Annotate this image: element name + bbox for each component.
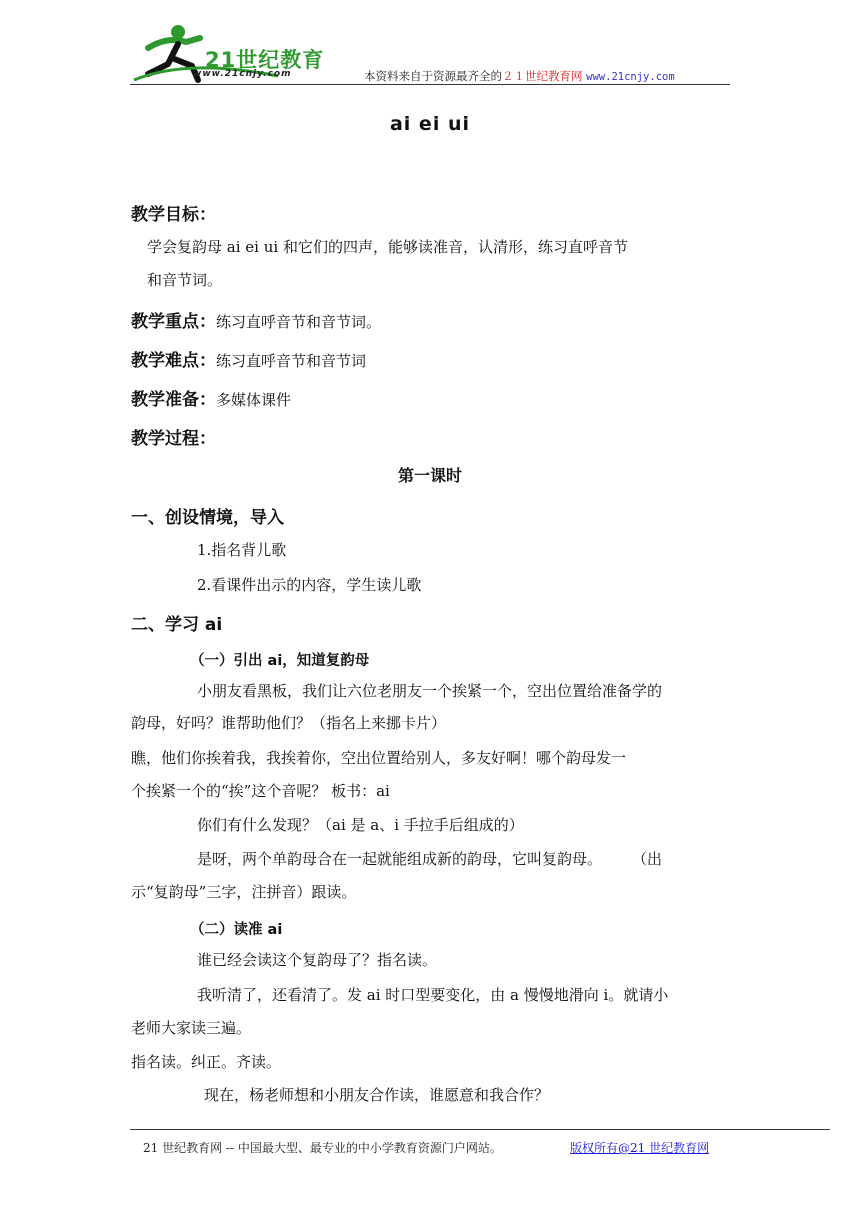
part2-subheading2: （二）读准 ai [190, 922, 283, 938]
paragraph-6-line2: 老师大家读三遍。 [131, 1019, 252, 1037]
difficulty-row [131, 346, 366, 371]
objective-text-line2: 和音节词。 [147, 271, 223, 289]
paragraph-5: 谁已经会读这个复韵母了？指名读。 [197, 951, 438, 969]
paragraph-2-line2: 个挨紧一个的“挨”这个音呢？ 板书：ai [131, 782, 390, 800]
logo-url: www.21cnjy.com [193, 69, 292, 79]
process-label: 教学过程： [131, 429, 216, 449]
lesson-title: 第一课时 [397, 466, 462, 485]
footer-text: 21 世纪教育网 -- 中国最大型、最专业的中小学教育资源门户网站。 [143, 1141, 502, 1155]
paragraph-6-line1: 我听清了，还看清了。发 ai 时口型要变化，由 a 慢慢地滑向 i。就请小 [197, 986, 669, 1004]
logo-text: 21世纪教育 [205, 48, 325, 72]
paragraph-7: 指名读。纠正。齐读。 [131, 1053, 282, 1071]
focus-text: 练习直呼音节和音节词。 [216, 313, 382, 331]
part1-item1: 1.指名背儿歌 [197, 541, 287, 559]
header-divider [130, 84, 730, 85]
difficulty-text: 练习直呼音节和音节词 [216, 352, 367, 370]
objective-label: 教学目标： [131, 205, 216, 225]
paragraph-8: 现在，杨老师想和小朋友合作读，谁愿意和我合作？ [204, 1086, 550, 1104]
header-note-prefix: 本资料来自于资源最齐全的 [364, 69, 502, 83]
header-site-name: ２１世纪教育网 [502, 69, 583, 83]
paragraph-1-line1: 小朋友看黑板，我们让六位老朋友一个挨紧一个，空出位置给准备学的 [197, 682, 663, 700]
document-title: ai ei ui [389, 113, 470, 135]
part2-subheading1: （一）引出 ai，知道复韵母 [190, 653, 370, 669]
paragraph-4-line1: 是呀，两个单韵母合在一起就能组成新的韵母，它叫复韵母。 （出 [197, 850, 663, 868]
focus-row [131, 307, 381, 332]
difficulty-label: 教学难点： [131, 351, 216, 371]
paragraph-1-line2: 韵母，好吗？谁帮助他们？（指名上来挪卡片） [131, 714, 447, 732]
header-url-link[interactable]: www.21cnjy.com [586, 71, 675, 83]
prep-row [131, 385, 291, 410]
paragraph-2-line1: 瞧，他们你挨着我，我挨着你，空出位置给别人，多友好啊！哪个韵母发一 [131, 749, 627, 767]
prep-text: 多媒体课件 [216, 391, 292, 409]
paragraph-4-line2: 示“复韵母”三字，注拼音）跟读。 [131, 883, 357, 901]
prep-label: 教学准备： [131, 390, 216, 410]
part1-heading: 一、创设情境，导入 [131, 508, 284, 528]
paragraph-3: 你们有什么发现？（ai 是 a、i 手拉手后组成的） [197, 816, 524, 834]
focus-label: 教学重点： [131, 312, 216, 332]
objective-text-line1: 学会复韵母 ai ei ui 和它们的四声，能够读准音，认清形，练习直呼音节 [147, 238, 628, 256]
header-note [364, 68, 675, 84]
footer-divider [130, 1129, 830, 1130]
part1-item2: 2.看课件出示的内容，学生读儿歌 [197, 576, 422, 594]
part2-heading: 二、学习 ai [131, 615, 223, 635]
copyright-link[interactable]: 版权所有@21 世纪教育网 [570, 1141, 710, 1155]
